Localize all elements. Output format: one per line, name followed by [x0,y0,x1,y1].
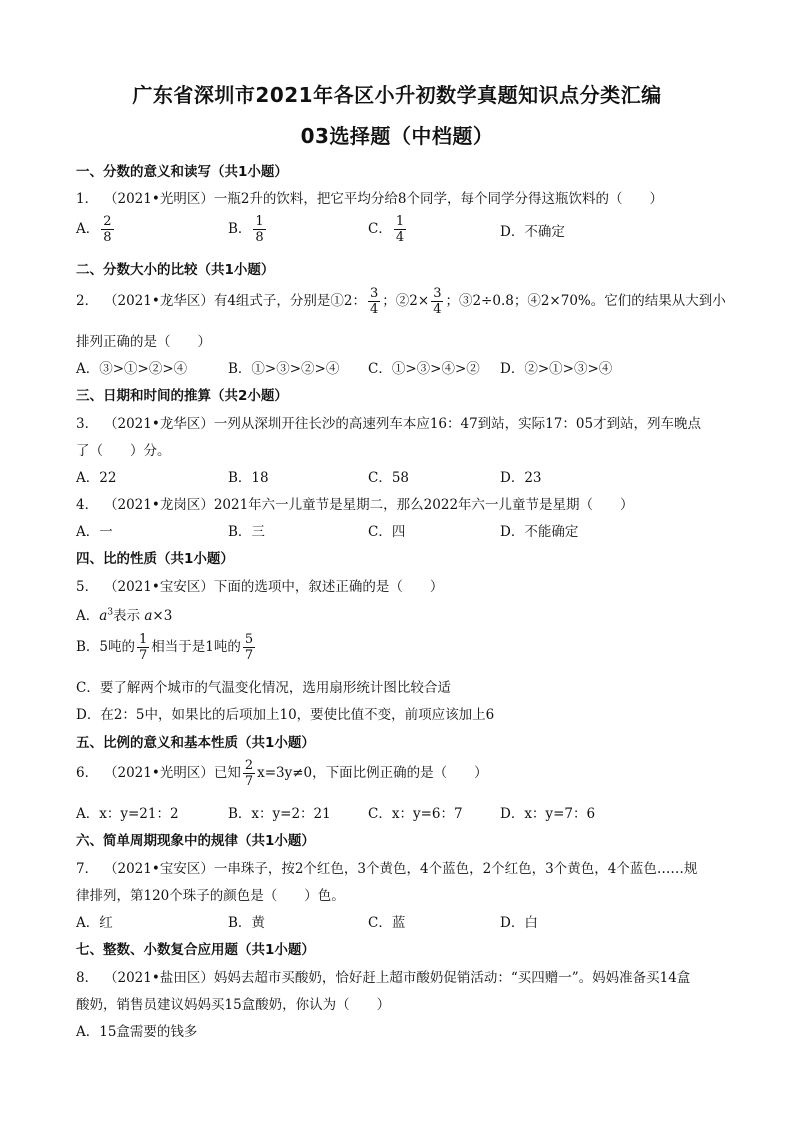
option-label: C． [368,221,392,237]
q3-option-a: A．22 [76,470,117,486]
question-1 [76,187,663,207]
q5-option-b [76,632,257,663]
question-7 [76,857,697,877]
q2-option-d: D．②>①>③>④ [500,361,613,377]
question-2 [76,286,726,317]
q2-option-c: C．①>③>④>② [368,361,480,377]
section-heading-5: 五、比例的意义和基本性质（共1小题） [76,735,315,751]
section-heading-4: 四、比的性质（共1小题） [76,551,234,567]
denominator: 7 [244,774,254,789]
question-number: 4． [76,497,99,513]
fraction [394,214,406,245]
q3-option-b: B．18 [228,470,269,486]
q4-option-b: B．三 [228,524,265,540]
exponent: 3 [107,607,114,618]
question-number: 3． [76,416,99,432]
section-heading-3: 三、日期和时间的推算（共2小题） [76,388,288,404]
q5-option-d: D．在2：5中，如果比的后项加上10，要使比值不变，前项应该加上6 [76,707,495,723]
fraction [137,632,149,663]
question-number: 5． [76,579,99,595]
variable: a [144,608,153,624]
question-number: 8． [76,970,99,986]
question-text: （2021•盐田区）妈妈去超市买酸奶，恰好赶上超市酸奶促销活动：“买四赠一”。妈妈准备买14盒 [104,970,691,986]
q7-option-c: C．蓝 [368,915,406,931]
q2-option-b: B．①>③>②>④ [228,361,340,377]
question-text: ；③2÷0.8；④2×70%。它们的结果从大到小 [445,293,726,309]
q8-option-a: A．15盒需要的钱多 [76,1024,198,1040]
q6-option-c: C．x：y=6：7 [368,806,463,822]
option-text: ×3 [152,608,173,624]
question-8-line-2: 酸奶，销售员建议妈妈买15盒酸奶，你认为（ ） [76,997,391,1013]
question-number: 1． [76,191,99,207]
section-heading-7: 七、整数、小数复合应用题（共1小题） [76,942,315,958]
fraction [431,286,443,317]
question-text: （2021•宝安区）下面的选项中，叙述正确的是（ ） [104,579,444,595]
document-title: 广东省深圳市2021年各区小升初数学真题知识点分类汇编 [132,83,662,107]
option-label: A． [76,608,100,624]
question-text: （2021•光明区）一瓶2升的饮料，把它平均分给8个同学，每个同学分得这瓶饮料的（ ） [104,191,663,207]
denominator: 4 [395,230,405,245]
question-3-line-2: 了（ ）分。 [76,443,171,459]
question-6 [76,758,488,789]
q4-option-a: A．一 [76,524,113,540]
option-text: B．5吨的 [76,639,136,655]
question-4 [76,493,634,513]
section-heading-1: 一、分数的意义和读写（共1小题） [76,164,288,180]
q7-option-d: D．白 [500,915,538,931]
q2-option-a: A．③>①>②>④ [76,361,188,377]
question-number: 7． [76,861,99,877]
section-heading-2: 二、分数大小的比较（共1小题） [76,262,275,278]
question-2-line-2: 排列正确的是（ ） [76,334,211,350]
question-text: x=3y≠0，下面比例正确的是（ ） [257,765,488,781]
numerator: 3 [370,286,379,301]
section-heading-6: 六、简单周期现象中的规律（共1小题） [76,833,315,849]
q5-option-a [76,604,172,624]
question-text: ；②2× [382,293,430,309]
numerator: 1 [395,214,405,229]
option-text: 表示 [113,608,141,624]
numerator: 1 [255,214,264,229]
question-3 [76,412,701,432]
q5-option-c: C．要了解两个城市的气温变化情况，选用扇形统计图比较合适 [76,680,451,696]
numerator: 1 [139,632,148,647]
q6-option-b: B．x：y=2：21 [228,806,331,822]
question-7-line-2: 律排列，第120个珠子的颜色是（ ）色。 [76,888,345,904]
numerator: 2 [103,214,112,229]
question-number: 2． [76,293,99,309]
fraction [253,214,265,245]
denominator: 4 [433,302,442,317]
fraction [243,758,255,789]
question-text: （2021•宝安区）一串珠子，按2个红色，3个黄色，4个蓝色，2个红色，3个黄色，4个蓝色……规 [104,861,698,877]
denominator: 4 [370,302,379,317]
denominator: 7 [139,648,148,663]
denominator: 8 [103,230,112,245]
q7-option-b: B．黄 [228,915,265,931]
option-text: 相当于是1吨的 [151,639,241,655]
fraction [368,286,380,317]
question-text: （2021•龙岗区）2021年六一儿童节是星期二，那么2022年六一儿童节是星期（ ） [104,497,634,513]
numerator: 3 [433,286,442,301]
denominator: 7 [244,648,254,663]
q1-option-a [76,214,116,245]
question-5 [76,575,443,595]
q1-option-d: D．不确定 [500,224,565,240]
fraction [243,632,255,663]
q7-option-a: A．红 [76,915,113,931]
question-8 [76,966,690,986]
q6-option-d: D．x：y=7：6 [500,806,596,822]
document-subtitle: 03选择题（中档题） [300,124,494,148]
q4-option-c: C．四 [368,524,406,540]
q1-option-b [228,214,268,245]
question-number: 6． [76,765,99,781]
q3-option-d: D．23 [500,470,542,486]
question-text: （2021•龙华区）一列从深圳开往长沙的高速列车本应16：47到站，实际17：05才到站，列车晚点 [104,416,702,432]
denominator: 8 [255,230,264,245]
option-label: A． [76,221,100,237]
question-text: （2021•光明区）已知 [104,765,241,781]
fraction [101,214,113,245]
q4-option-d: D．不能确定 [500,524,579,540]
option-label: B． [228,221,252,237]
question-text: （2021•龙华区）有4组式子，分别是①2： [104,293,366,309]
q3-option-c: C．58 [368,470,410,486]
variable: a [99,608,108,624]
numerator: 2 [244,758,254,773]
q1-option-c [368,214,408,245]
q6-option-a: A．x：y=21：2 [76,806,179,822]
numerator: 5 [244,632,254,647]
